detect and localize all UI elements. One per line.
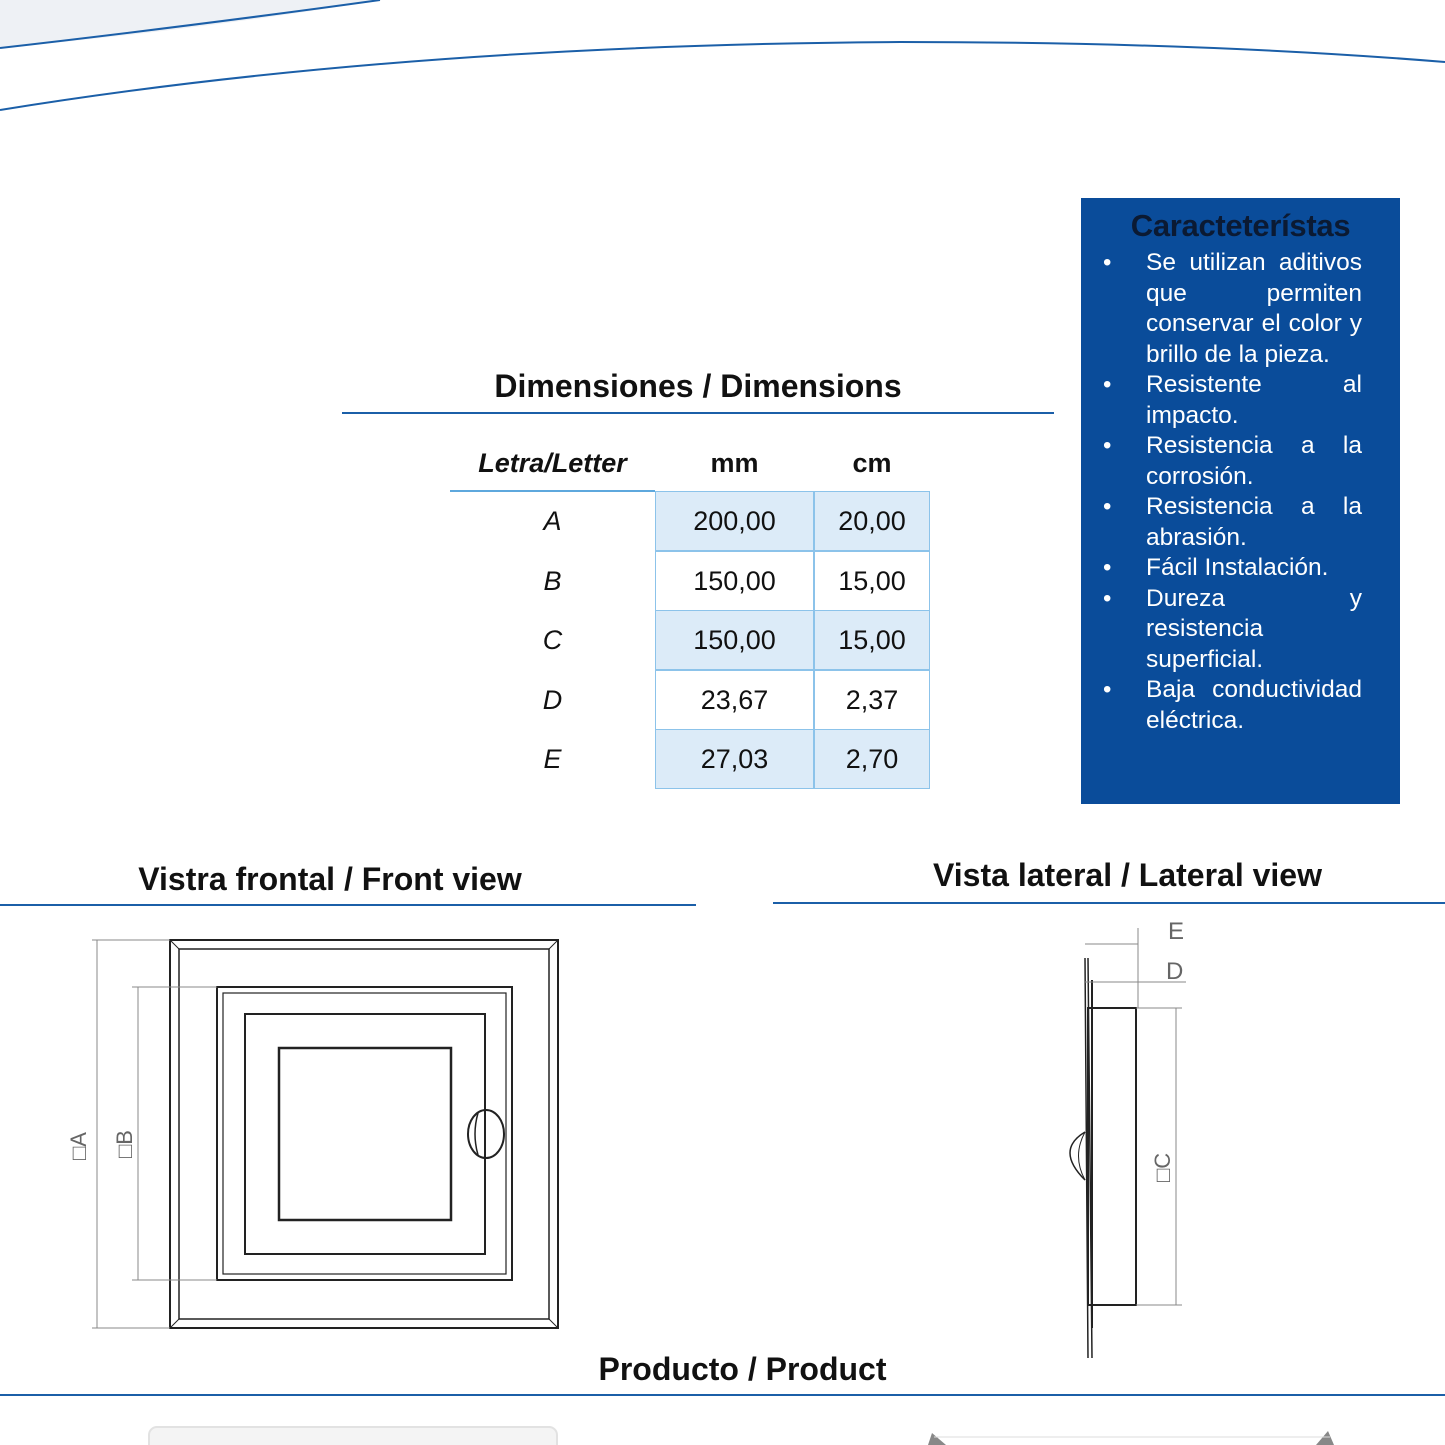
product-rule <box>0 1394 1445 1396</box>
row-cm: 20,00 <box>814 491 930 551</box>
feature-text: Se utilizan aditivos que permiten conservar el color y brillo de la pieza. <box>1146 249 1362 368</box>
feature-text: Resistente al impacto. <box>1146 371 1362 429</box>
lateral-view-rule <box>773 902 1445 904</box>
bullet-icon: • <box>1103 249 1112 276</box>
dimensions-title: Dimensiones / Dimensions <box>494 368 902 404</box>
feature-item <box>1101 553 1362 584</box>
feature-text: Baja conductividad eléctrica. <box>1146 676 1362 734</box>
row-letter: C <box>542 625 563 655</box>
front-view-rule <box>0 904 696 906</box>
feature-item <box>1101 584 1362 676</box>
row-letter: B <box>543 566 562 596</box>
row-cm: 2,70 <box>814 729 930 789</box>
product-title: Producto / Product <box>598 1351 887 1387</box>
row-cm: 15,00 <box>814 551 930 611</box>
bullet-icon: • <box>1103 371 1112 398</box>
feature-item <box>1101 248 1362 370</box>
features-list <box>1101 248 1362 736</box>
product-image-front <box>147 1425 559 1445</box>
feature-text: Resistencia a la corrosión. <box>1146 432 1362 490</box>
row-letter: A <box>543 506 562 536</box>
bullet-icon: • <box>1103 584 1112 612</box>
row-cm: 2,37 <box>814 670 930 730</box>
front-view-drawing <box>60 925 580 1345</box>
feature-item <box>1101 431 1362 492</box>
bullet-icon: • <box>1103 493 1112 520</box>
dimension-label-b: □B <box>112 1130 137 1158</box>
feature-text: Dureza y resistencia superficial. <box>1146 584 1362 673</box>
row-cm: 15,00 <box>814 610 930 670</box>
row-mm: 23,67 <box>655 670 814 730</box>
bullet-icon: • <box>1103 676 1112 703</box>
row-letter: D <box>542 685 563 715</box>
feature-item <box>1101 370 1362 431</box>
dimension-label-e: E <box>1168 918 1185 945</box>
row-mm: 200,00 <box>655 491 814 551</box>
feature-text: Fácil Instalación. <box>1146 554 1329 581</box>
column-header-letter: Letra/Letter <box>478 448 627 478</box>
dimension-label-d: D <box>1166 958 1184 985</box>
dimension-label-a: □A <box>66 1132 91 1160</box>
dimensions-title-rule <box>342 412 1054 414</box>
header-decoration <box>0 0 1445 130</box>
column-header-cm: cm <box>852 448 892 478</box>
row-letter: E <box>543 744 562 774</box>
column-header-mm: mm <box>710 448 759 478</box>
lateral-view-drawing <box>1050 918 1250 1358</box>
row-mm: 27,03 <box>655 729 814 789</box>
front-view-title: Vistra frontal / Front view <box>138 861 522 897</box>
product-image-side <box>928 1425 1338 1445</box>
features-panel <box>1081 198 1400 804</box>
dimension-label-c: □C <box>1150 1152 1175 1182</box>
bullet-icon: • <box>1103 432 1112 459</box>
lateral-view-title: Vista lateral / Lateral view <box>933 857 1322 893</box>
features-title: Caracteterístas <box>1130 208 1351 243</box>
bullet-icon: • <box>1103 554 1112 581</box>
feature-item <box>1101 675 1362 736</box>
row-mm: 150,00 <box>655 610 814 670</box>
feature-text: Resistencia a la abrasión. <box>1146 493 1362 551</box>
row-mm: 150,00 <box>655 551 814 611</box>
feature-item <box>1101 492 1362 553</box>
